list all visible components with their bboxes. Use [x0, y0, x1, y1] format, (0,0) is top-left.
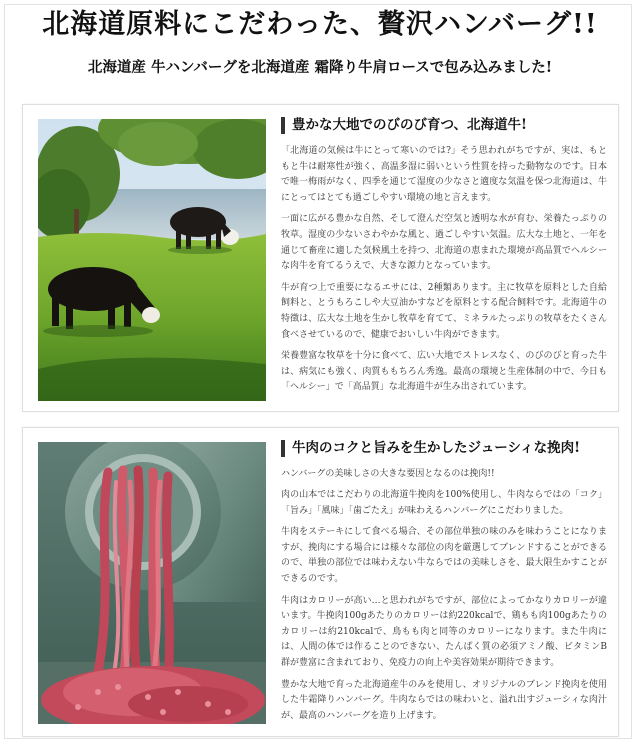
paragraph: 牛が育つ上で重要になるエサには、2種類あります。主に牧草を原料とした自給飼料と、とうもろこしや大豆油かすなどを原料とする配合飼料です。北海道牛の特徴は、広大な土地を生かし牧草を育てて、ミネラルたっぷりの牧草をたくさん食べさせているので、健康でおいしい牛肉ができます。: [281, 282, 607, 340]
paragraph: 牛肉はカロリーが高い…と思われがちですが、部位によってかなりカロリーが違います。牛挽肉100gあたりのカロリーは約220kcalで、鶏もも肉100gあたりのカロリーは約210kcalで、鳥もも肉と同等のカロリーになります。また牛肉には、人間の体では作ることのできない、たんぱく質の必須アミノ酸、ビタミンB群が豊富に含まれており、免疫力の向上や美容効果が期待できます。: [281, 595, 607, 668]
section-hokkaido-cattle: [22, 104, 619, 412]
section-ground-beef-text: [281, 440, 607, 730]
paragraph: 肉の山本ではこだわりの北海道牛挽肉を100%使用し、牛肉ならではの「コク」「旨み」「風味」「歯ごたえ」が味わえるハンバーグにこだわりました。: [281, 490, 607, 516]
page-title: 北海道原料にこだわった、贅沢ハンバーグ!!: [42, 9, 598, 40]
cows-grazing-photo: [38, 119, 266, 401]
paragraph: 豊かな大地で育った北海道産牛のみを使用し、オリジナルのブレンド挽肉を使用した牛霜降りハンバーグ。牛肉ならではの味わいと、溢れ出すジューシィな肉汁が、最高のハンバーグを造り上げます。: [281, 679, 607, 721]
section-ground-beef: [22, 427, 619, 737]
section-heading: 牛肉のコクと旨みを生かしたジューシィな挽肉!: [281, 440, 607, 457]
section-hokkaido-cattle-text: [281, 117, 607, 402]
lead-text: ハンバーグの美味しさの大きな要因となるのは挽肉!!: [281, 469, 495, 479]
paragraph: 「北海道の気候は牛にとって寒いのでは?」そう思われがちですが、実は、もともと牛は耐寒性が強く、高温多湿に弱いという性質を持った動物なのです。日本で唯一梅雨がなく、四季を通じて湿度の少なさと適度な気温を保つ北海道は、牛にとってはとても過ごしやすい環境の地と言えます。: [281, 146, 607, 203]
paragraph: 一面に広がる豊かな自然、そして澄んだ空気と透明な水が育む、栄養たっぷりの牧草。湿度の少ないさわやかな風と、過ごしやすい気温。広大な土地と、一年を通じて畜産に適した気候風土を持つ、北海道の恵まれた環境が高品質でヘルシーな肉牛を育てるうえで、大きな源力となっています。: [281, 214, 607, 272]
paragraph: 栄養豊富な牧草を十分に食べて、広い大地でストレスなく、のびのびと育った牛は、病気にも強く、肉質ももちろん秀逸。最高の環境と生産体制の中で、今日も「ヘルシー」で「高品質」な北海道牛が生み出されています。: [281, 351, 607, 393]
meat-grinder-photo: [38, 442, 266, 724]
page-subtitle: 北海道産 牛ハンバーグを北海道産 霜降り牛肩ロースで包み込みました!: [87, 59, 553, 76]
section-heading: 豊かな大地でのびのび育つ、北海道牛!: [281, 117, 607, 134]
paragraph: 牛肉をステーキにして食べる場合、その部位単独の味のみを味わうことになりますが、挽肉にする場合には様々な部位の肉を厳選してブレンドすることができるので、単独の部位では味わえない牛ならではの美味しさを、最大限生かすことができるのです。: [281, 527, 607, 584]
